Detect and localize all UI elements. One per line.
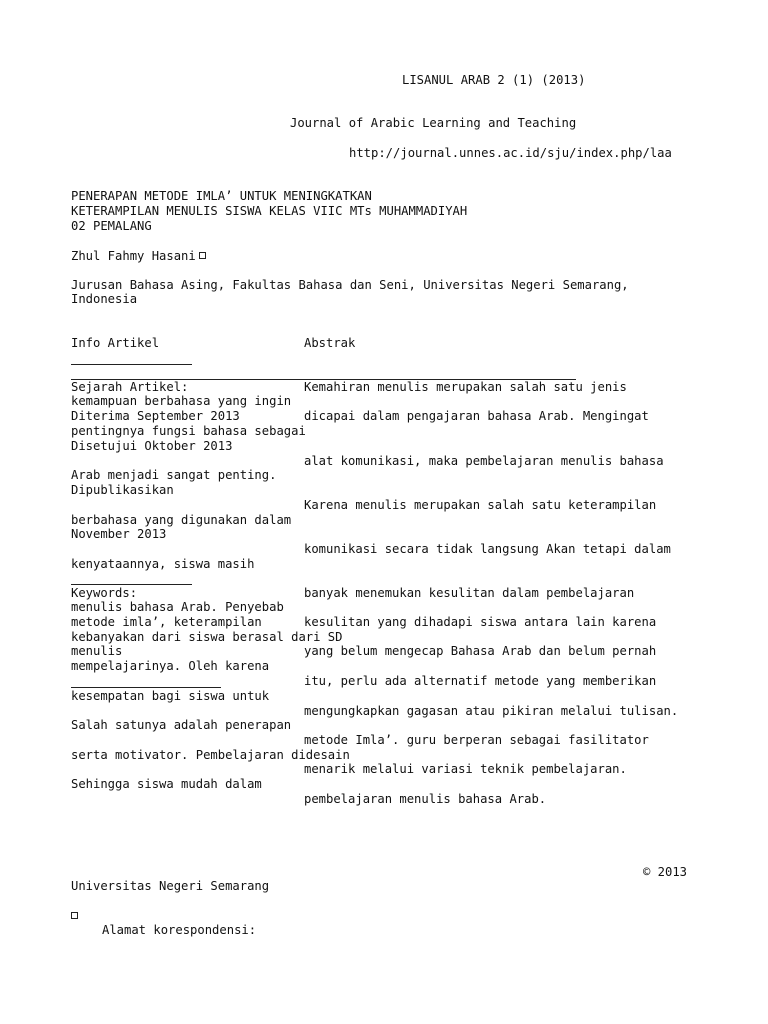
abstract-wrap-line: berbahasa yang digunakan dalam <box>71 513 292 527</box>
abstract-line: menarik melalui variasi teknik pembelajaran. <box>304 762 627 776</box>
abstract-wrap-line: kenyataannya, siswa masih <box>71 557 255 571</box>
author-footnote-icon <box>199 252 206 259</box>
abstract-wrap-line: Sehingga siswa mudah dalam <box>71 777 262 791</box>
affiliation-line-2: Indonesia <box>71 292 138 306</box>
history-label: Sejarah Artikel: <box>71 380 189 394</box>
journal-name: Journal of Arabic Learning and Teaching <box>290 116 577 130</box>
history-received: Diterima September 2013 <box>71 409 240 423</box>
author-name: Zhul Fahmy Hasani <box>71 249 196 263</box>
keywords-line-2: menulis <box>71 644 123 658</box>
abstract-wrap-line: pentingnya fungsi bahasa sebagai <box>71 424 306 438</box>
abstract-line: yang belum mengecap Bahasa Arab dan belum pernah <box>304 644 657 658</box>
keywords-line-1: metode imla’, keterampilan <box>71 615 262 629</box>
abstract-line: komunikasi secara tidak langsung Akan tetapi dalam <box>304 542 671 556</box>
article-title-line-2: KETERAMPILAN MENULIS SISWA KELAS VIIC MTs MUHAMMADIYAH <box>71 204 468 218</box>
article-title-line-3: 02 PEMALANG <box>71 219 152 233</box>
abstract-wrap-line: Arab menjadi sangat penting. <box>71 468 277 482</box>
abstract-line: Karena menulis merupakan salah satu keterampilan <box>304 498 657 512</box>
institution: Universitas Negeri Semarang <box>71 879 270 893</box>
correspondence-marker <box>71 909 78 923</box>
history-approved: Disetujui Oktober 2013 <box>71 439 233 453</box>
abstract-line: dicapai dalam pengajaran bahasa Arab. Mengingat <box>304 409 649 423</box>
abstract-line: itu, perlu ada alternatif metode yang memberikan <box>304 674 657 688</box>
affiliation-line-1: Jurusan Bahasa Asing, Fakultas Bahasa dan Seni, Universitas Negeri Semarang, <box>71 278 629 292</box>
author-name-row <box>71 249 206 263</box>
correspondence-footnote-icon <box>71 912 78 919</box>
history-published-label: Dipublikasikan <box>71 483 174 497</box>
journal-issue: LISANUL ARAB 2 (1) (2013) <box>402 73 586 87</box>
journal-url[interactable]: http://journal.unnes.ac.id/sju/index.php/laa <box>349 146 672 160</box>
history-published-date: November 2013 <box>71 527 167 541</box>
abstract-wrap-line: serta motivator. Pembelajaran didesain <box>71 748 350 762</box>
abstract-wrap-line: kemampuan berbahasa yang ingin <box>71 394 292 408</box>
abstract-wrap-line: kebanyakan dari siswa berasal dari SD <box>71 630 343 644</box>
keywords-label: Keywords: <box>71 586 138 600</box>
abstract-wrap-line: mempelajarinya. Oleh karena <box>71 659 270 673</box>
history-rule <box>71 584 192 585</box>
correspondence-label: Alamat korespondensi: <box>102 923 257 937</box>
article-title-line-1: PENERAPAN METODE IMLA’ UNTUK MENINGKATKAN <box>71 189 372 203</box>
abstract-heading: Abstrak <box>304 336 356 350</box>
abstract-line: pembelajaran menulis bahasa Arab. <box>304 792 547 806</box>
abstract-wrap-line: kesempatan bagi siswa untuk <box>71 689 270 703</box>
abstract-line: Kemahiran menulis merupakan salah satu jenis <box>304 380 627 394</box>
keywords-rule <box>71 687 221 688</box>
abstract-wrap-line: Salah satunya adalah penerapan <box>71 718 292 732</box>
abstract-line: alat komunikasi, maka pembelajaran menulis bahasa <box>304 454 664 468</box>
abstract-line: metode Imla’. guru berperan sebagai fasilitator <box>304 733 649 747</box>
abstract-wrap-line: menulis bahasa Arab. Penyebab <box>71 600 284 614</box>
copyright: © 2013 <box>643 865 688 879</box>
abstract-line: banyak menemukan kesulitan dalam pembelajaran <box>304 586 635 600</box>
info-heading: Info Artikel <box>71 336 160 350</box>
abstract-line: mengungkapkan gagasan atau pikiran melalui tulisan. <box>304 704 679 718</box>
info-heading-rule <box>71 364 192 365</box>
abstract-line: kesulitan yang dihadapi siswa antara lain karena <box>304 615 657 629</box>
